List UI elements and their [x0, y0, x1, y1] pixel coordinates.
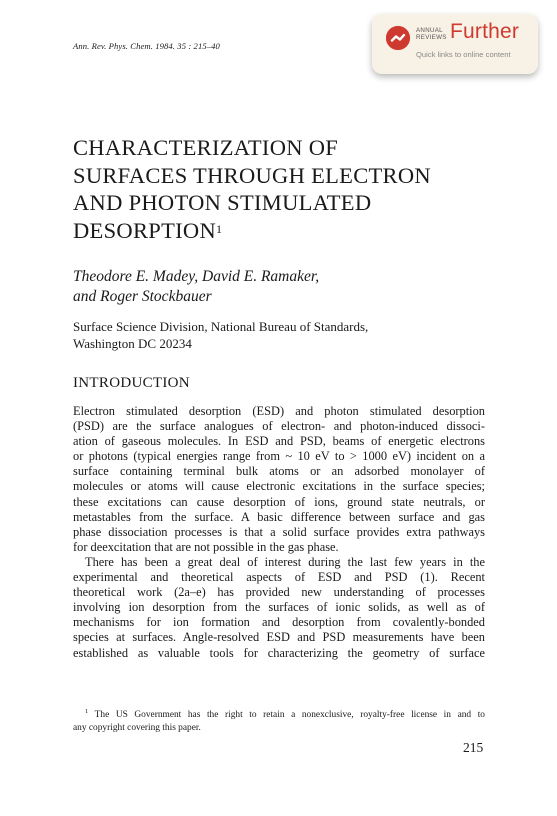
- title-line: [73, 217, 513, 245]
- body-line: involving ion desorption from the surfaces of ionic solids, as well as of: [73, 600, 485, 615]
- title-footnote-mark: 1: [216, 221, 223, 236]
- body-line: surface containing terminal bulk atoms or an adsorbed monolayer of: [73, 464, 485, 479]
- body-line: There has been a great deal of interest during the last few years in the: [85, 554, 485, 569]
- author-line: and Roger Stockbauer: [73, 288, 212, 305]
- title-line-text: DESORPTION: [73, 217, 217, 243]
- title-line: CHARACTERIZATION OF: [73, 135, 339, 160]
- body-line: species at surfaces. Angle-resolved ESD and PSD measurements have been: [73, 630, 485, 645]
- body-line: or photons (typical energies range from ~ 10 eV to > 1000 eV) incident on a: [73, 449, 485, 464]
- body-text: [73, 404, 485, 661]
- body-line: established as valuable tools for characterizing the geometry of surface: [73, 645, 485, 660]
- section-heading: INTRODUCTION: [73, 375, 190, 391]
- affiliation: [73, 318, 368, 352]
- title-line: AND PHOTON STIMULATED: [73, 190, 372, 215]
- body-line: experimental and theoretical aspects of ESD and PSD (1). Recent: [73, 570, 485, 585]
- banner-quick-links-link[interactable]: Quick links to online content: [416, 50, 511, 59]
- affiliation-line: Washington DC 20234: [73, 336, 192, 351]
- banner-reviews-word: REVIEWS: [416, 34, 447, 41]
- footnote: [73, 705, 485, 735]
- banner-further-label: Further: [450, 20, 520, 43]
- author-list: [73, 267, 319, 307]
- body-line: (PSD) are the surface analogues of electron- and photon-induced dissoci-: [73, 419, 485, 434]
- annual-reviews-further-banner[interactable]: [372, 14, 538, 74]
- page-number: 215: [463, 740, 484, 755]
- body-line: phase dissociation processes is that a solid surface provides extra pathways: [73, 524, 485, 539]
- body-line: mechanisms for ion formation and desorption from covalently-bonded: [73, 615, 485, 630]
- footnote-line: [73, 705, 485, 722]
- body-line: for deexcitation that are not possible in the gas phase.: [73, 539, 339, 554]
- further-logo-icon: [386, 26, 410, 50]
- footnote-line: any copyright covering this paper.: [73, 723, 201, 734]
- banner-annual-word: ANNUAL: [416, 27, 443, 34]
- footnote-mark: 1: [85, 708, 89, 715]
- body-line: metastables from the surface. A basic difference between surface and gas: [73, 509, 485, 524]
- body-line: these excitations can cause desorption of ions, ground state neutrals, or: [73, 494, 485, 509]
- author-line: Theodore E. Madey, David E. Ramaker,: [73, 268, 320, 285]
- body-line: Electron stimulated desorption (ESD) and photon stimulated desorption: [73, 404, 485, 418]
- affiliation-line: Surface Science Division, National Bureau of Standards,: [73, 319, 369, 334]
- body-line: ation of gaseous molecules. In ESD and PSD, beams of energetic electrons: [73, 434, 485, 449]
- title-line: SURFACES THROUGH ELECTRON: [73, 162, 431, 188]
- footnote-line-text: The US Government has the right to retain a nonexclusive, royalty-free license in and to: [94, 710, 485, 721]
- body-line: theoretical work (2a–e) has provided new understanding of processes: [73, 585, 485, 600]
- paper-title: [73, 134, 513, 244]
- banner-brand-text: [416, 27, 447, 41]
- body-line: molecules or atoms will cause electronic excitations in the surface species;: [73, 479, 485, 494]
- journal-reference: Ann. Rev. Phys. Chem. 1984. 35 : 215–40: [73, 41, 220, 51]
